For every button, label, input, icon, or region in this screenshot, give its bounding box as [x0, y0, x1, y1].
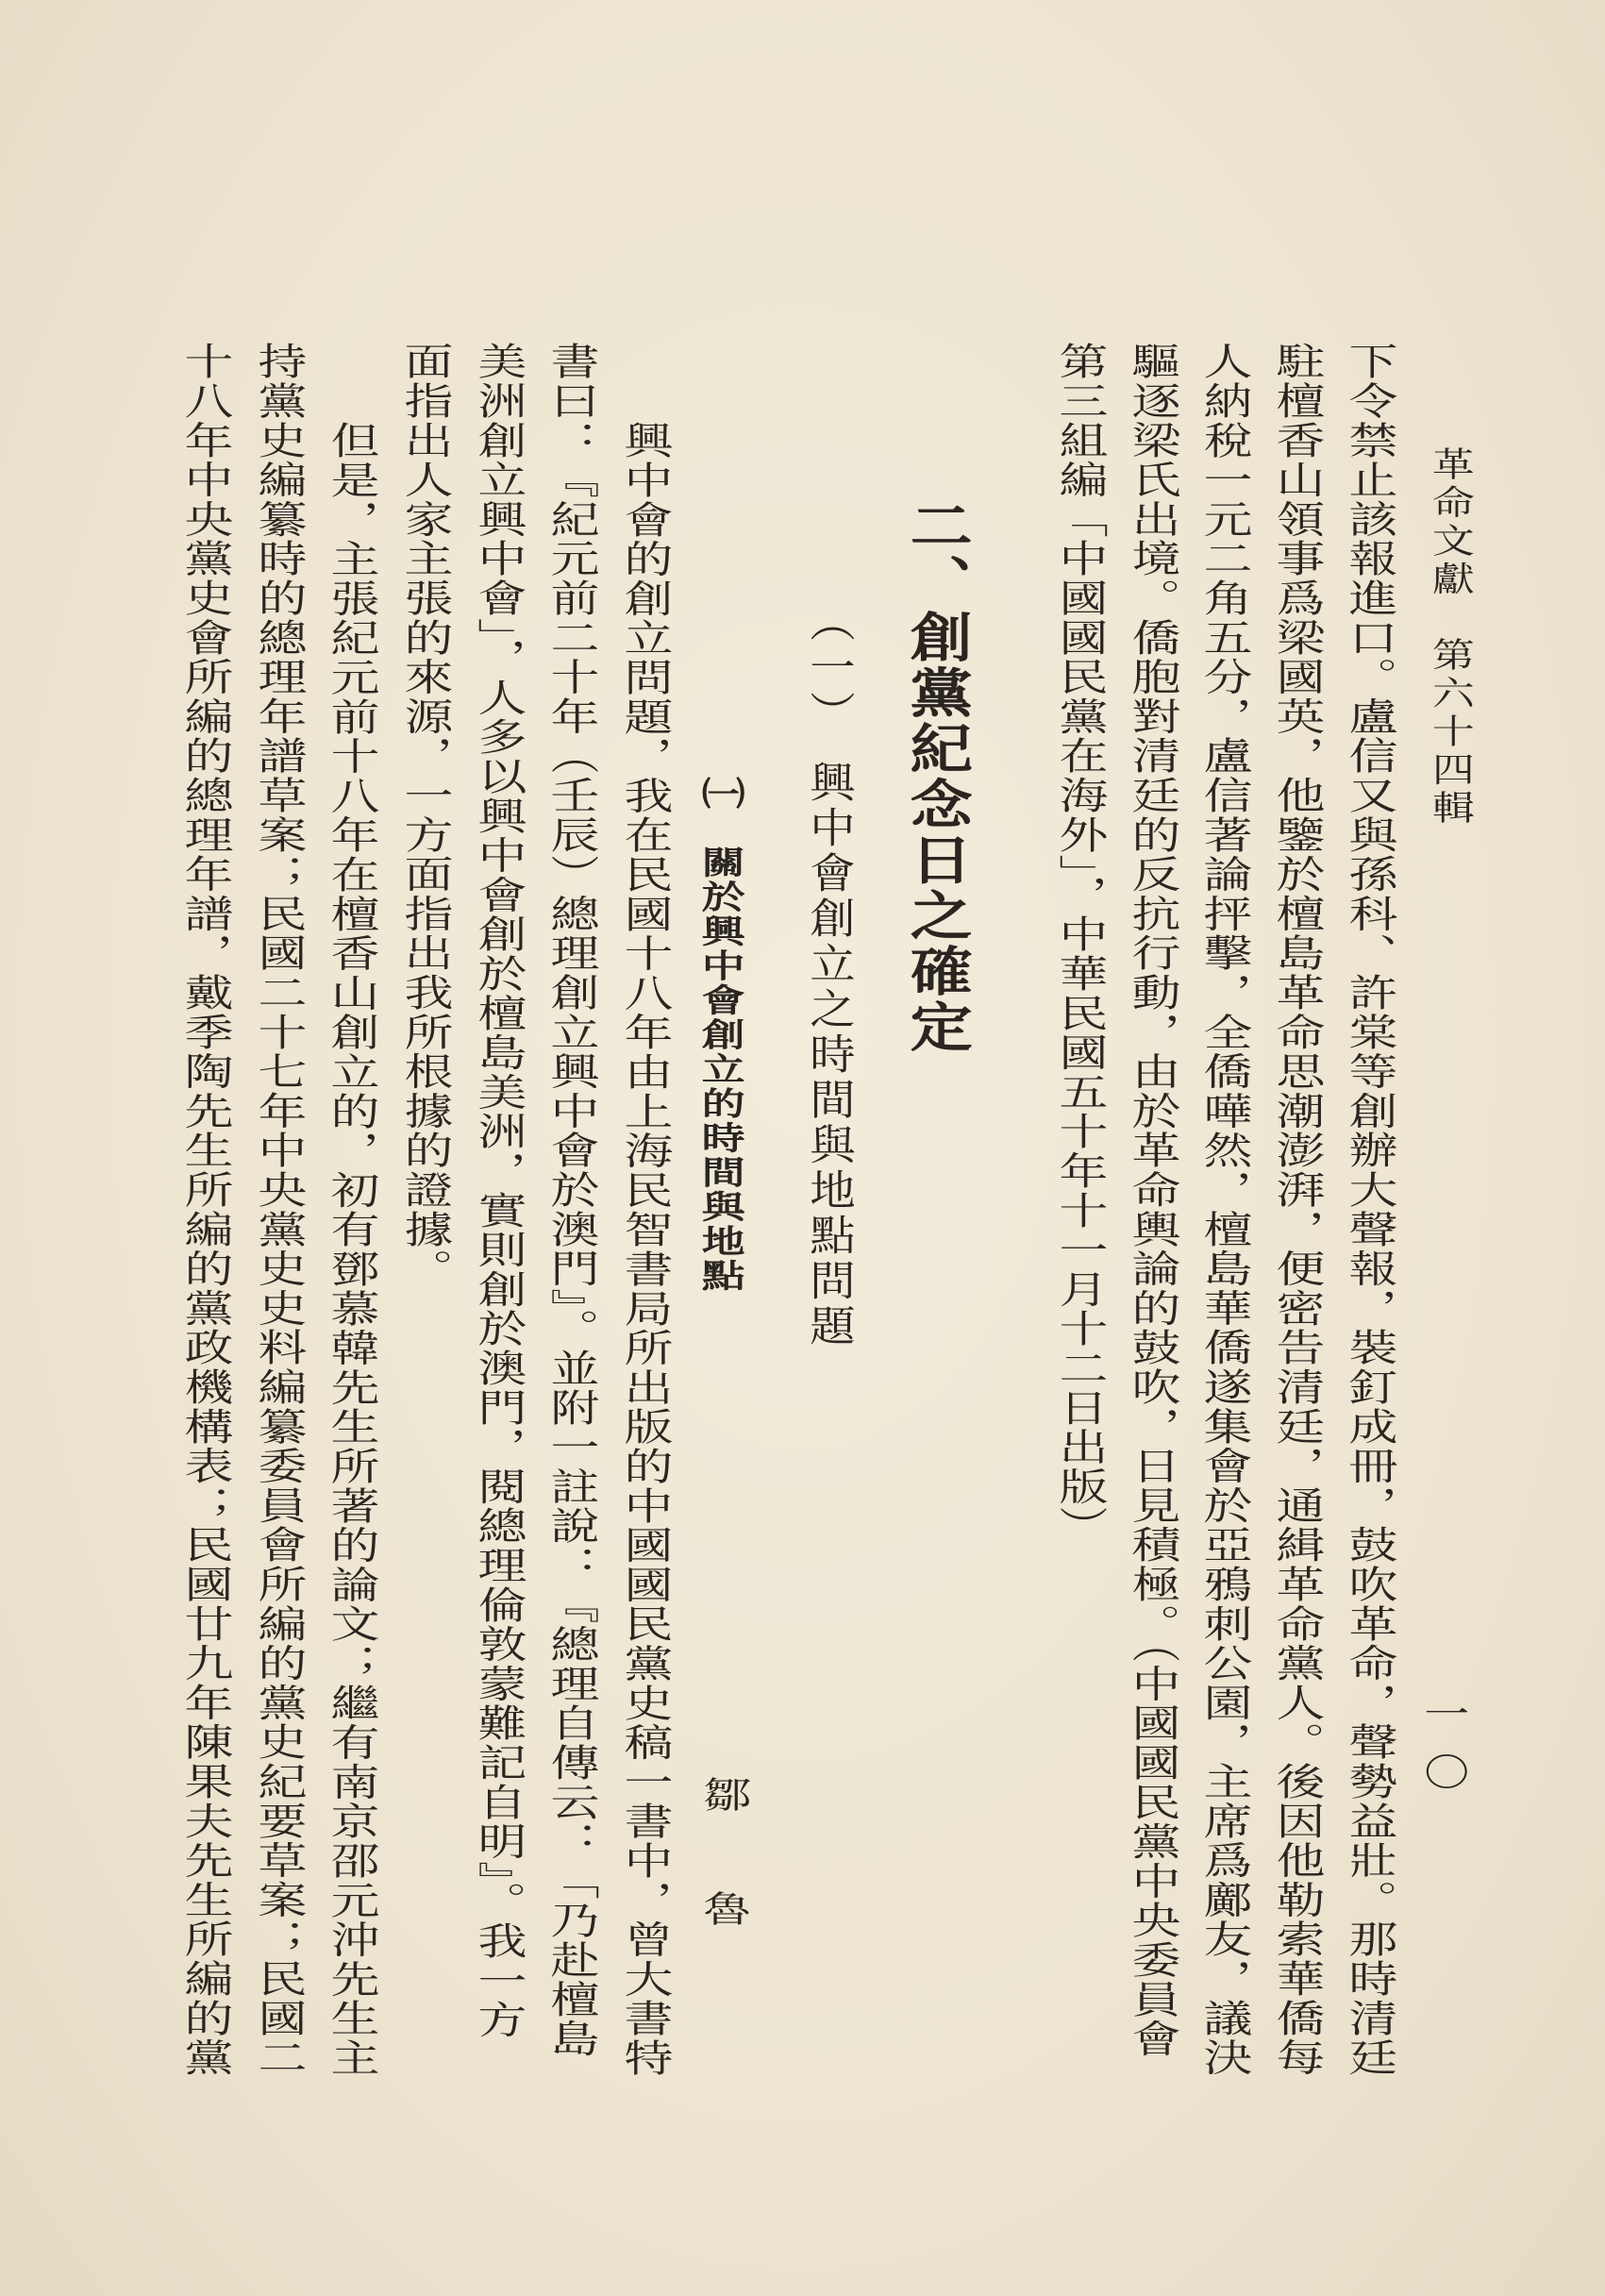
text-column: 書曰：『紀元前二十年（壬辰）總理創立興中會於澳門』。並附一註說：『總理自傳云：「乃赴檀島	[543, 342, 599, 2059]
text-column: 但是，主張紀元前十八年在檀香山創立的，初有鄧慕韓先生所著的論文；繼有南京邵元沖先生主	[323, 420, 379, 2078]
text-column: 持黨史編纂時的總理年譜草案；民國二十七年中央黨史史料編纂委員會所編的黨史紀要草案；民國二	[250, 342, 307, 2078]
text-column: 第三組編「中國國民黨在海外」，中華民國五十年十一月十二日出版）	[1051, 342, 1108, 1546]
text-column: 美洲創立興中會」，人多以興中會創於檀島美洲，實則創於澳門，閱總理倫敦蒙難記自明』。我一方	[470, 342, 527, 2040]
text-column: 十八年中央黨史會所編的總理年譜，戴季陶先生所編的黨政機構表；民國廿九年陳果夫先生所編的黨	[176, 342, 233, 2078]
subsection-heading: （一） 興中會創立之時間與地點問題	[801, 600, 855, 1349]
text-column: 面指出人家主張的來源，一方面指出我所根據的證據。	[396, 342, 453, 1289]
article-title: ㈠ 關於興中會創立的時間與地點	[694, 777, 744, 1294]
text-column: 興中會的創立問題，我在民國十八年由上海民智書局所出版的中國國民黨史稿一書中，曾大書特	[616, 420, 673, 2078]
article-author: 鄒 魯	[694, 1776, 751, 1948]
text-column: 駐檀香山領事爲梁國英，他鑒於檀島革命思潮澎湃，便密告清廷，通緝革命黨人。後因他勒索華僑每	[1268, 342, 1325, 2078]
running-header: 革命文獻 第六十四輯	[1426, 446, 1475, 828]
section-heading: 二、創黨紀念日之確定	[900, 498, 974, 1055]
text-column: 人納稅一元二角五分，盧信著論抨擊，全僑嘩然，檀島華僑遂集會於亞鴉刺公園，主席爲鄺友，議決	[1195, 342, 1252, 2078]
text-column: 驅逐梁氏出境。僑胞對清廷的反抗行動，由於革命輿論的鼓吹，日見積極。（中國國民黨中央委員會	[1124, 342, 1180, 2059]
text-column: 下令禁止該報進口。盧信又與孫科、許棠等創辦大聲報，裝釘成冊，鼓吹革命，聲勢益壯。那時清廷	[1341, 342, 1397, 2078]
page-number: 一〇	[1416, 1694, 1469, 1811]
